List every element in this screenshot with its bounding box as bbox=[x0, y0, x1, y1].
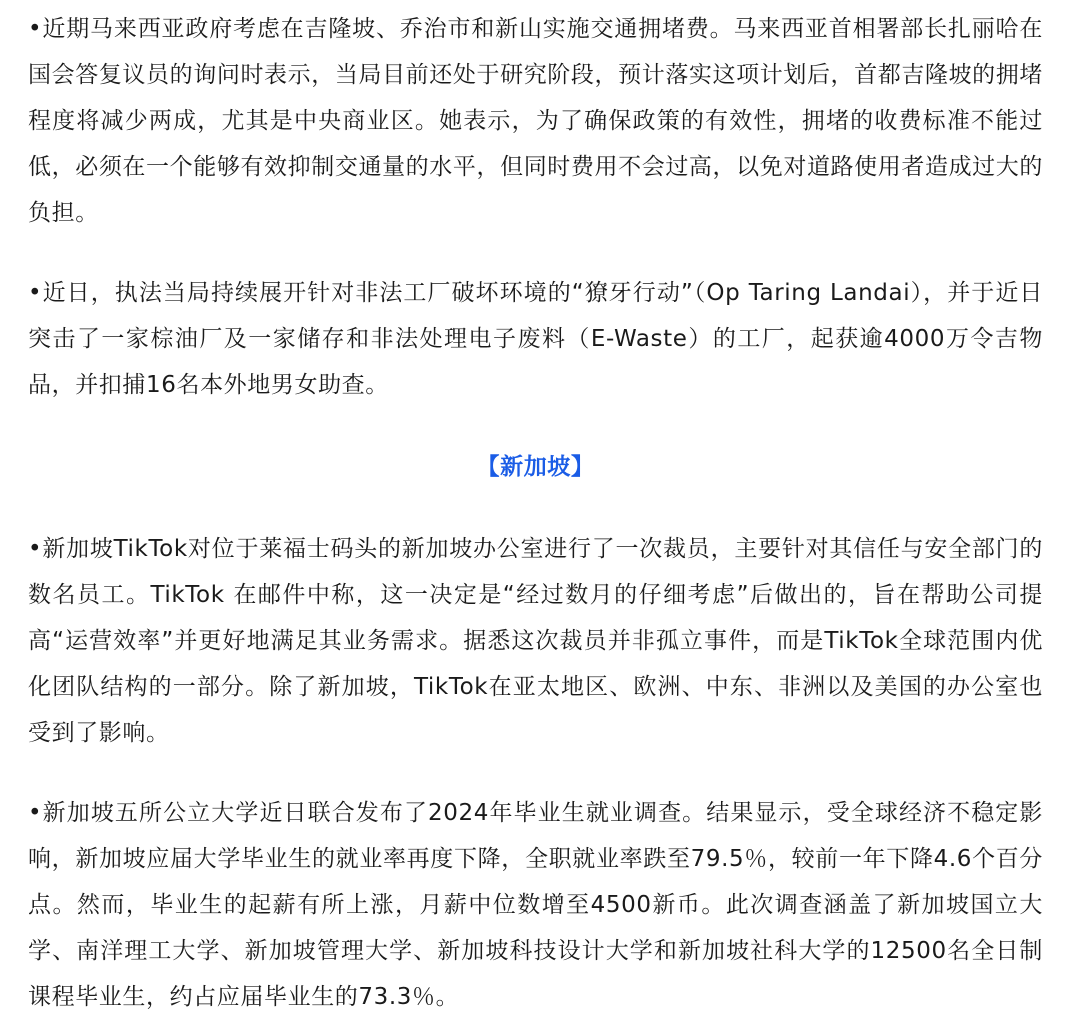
section-heading-singapore: 【新加坡】 bbox=[476, 454, 595, 480]
news-paragraph-malaysia-congestion-charge: •近期马来西亚政府考虑在吉隆坡、乔治市和新山实施交通拥堵费。马来西亚首相署部长扎丽哈在国会答复议员的询问时表示，当局目前还处于研究阶段，预计落实这项计划后，首都吉隆坡的拥堵程度将减少两成，尤其是中央商业区。她表示，为了确保政策的有效性，拥堵的收费标准不能过低，必须在一个能够有效抑制交通量的水平，但同时费用不会过高，以免对道路使用者造成过大的负担。 bbox=[28, 16, 1043, 226]
paragraph-spacer bbox=[28, 490, 1043, 526]
news-paragraph-op-taring-landai: •近日，执法当局持续展开针对非法工厂破坏环境的“獠牙行动”（Op Taring Landai），并于近日突击了一家棕油厂及一家储存和非法处理电子废料（E-Waste）的工厂，起获逾4000万令吉物品，并扣捕16名本外地男女助查。 bbox=[28, 280, 1043, 398]
news-paragraph-graduate-employment-survey: •新加坡五所公立大学近日联合发布了2024年毕业生就业调查。结果显示，受全球经济不稳定影响，新加坡应届大学毕业生的就业率再度下降，全职就业率跌至79.5％，较前一年下降4.6个百分点。然而，毕业生的起薪有所上涨，月薪中位数增至4500新币。此次调查涵盖了新加坡国立大学、南洋理工大学、新加坡管理大学、新加坡科技设计大学和新加坡社科大学的12500名全日制课程毕业生，约占应届毕业生的73.3％。 bbox=[28, 800, 1043, 1010]
news-paragraph-tiktok-layoffs: •新加坡TikTok对位于莱福士码头的新加坡办公室进行了一次裁员，主要针对其信任与安全部门的数名员工。TikTok 在邮件中称，这一决定是“经过数月的仔细考虑”后做出的，旨在帮助公司提高“运营效率”并更好地满足其业务需求。据悉这次裁员并非孤立事件，而是TikTok全球范围内优化团队结构的一部分。除了新加坡，TikTok在亚太地区、欧洲、中东、非洲以及美国的办公室也受到了影响。 bbox=[28, 536, 1043, 746]
paragraph-spacer bbox=[28, 756, 1043, 790]
paragraph-spacer bbox=[28, 236, 1043, 270]
paragraph-spacer bbox=[28, 408, 1043, 444]
